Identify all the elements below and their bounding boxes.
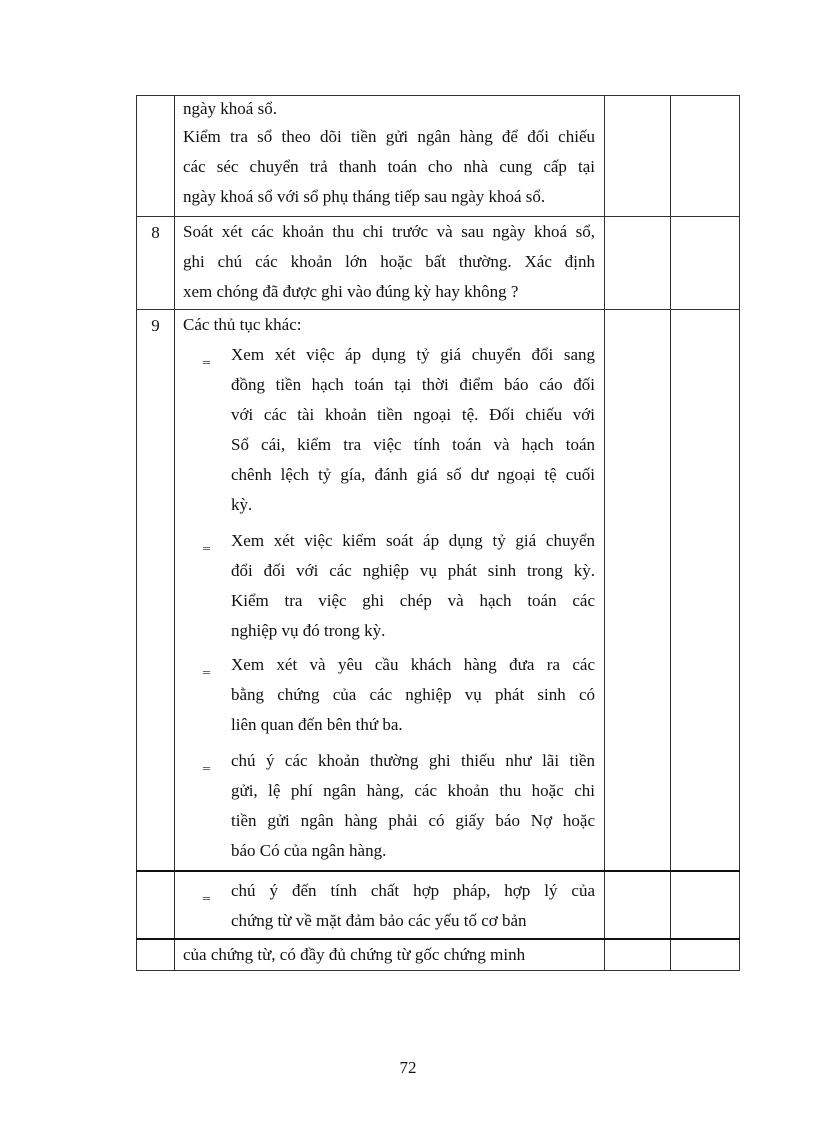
text-line: chứng từ về mặt đảm bảo các yếu tố cơ bản <box>231 911 527 930</box>
table-row <box>137 871 740 939</box>
row-number <box>137 939 175 971</box>
row-number: 8 <box>137 217 175 310</box>
dash-icon: ‗ <box>203 349 210 364</box>
text-line: ngày khoá sổ. <box>183 99 277 118</box>
procedure-table <box>136 95 740 971</box>
row-heading: Các thủ tục khác: <box>183 315 302 334</box>
dash-icon: ‗ <box>203 659 210 674</box>
dash-icon: ‗ <box>203 885 210 900</box>
text-line: Xem xét việc áp dụng tỷ giá chuyển đổi sang <box>231 345 595 364</box>
check-cell <box>605 217 671 310</box>
text-line: kỳ. <box>231 495 253 514</box>
text-line: liên quan đến bên thứ ba. <box>231 715 403 734</box>
text-line: của chứng từ, có đầy đủ chứng từ gốc chứng minh <box>183 945 526 964</box>
dash-icon: ‗ <box>203 535 210 550</box>
note-cell <box>671 310 740 872</box>
text-line: Kiểm tra sổ theo dõi tiền gửi ngân hàng để đối chiếu <box>183 127 595 146</box>
bullet-item <box>183 340 595 520</box>
text-line: Xem xét việc kiểm soát áp dụng tỷ giá chuyển <box>231 531 595 550</box>
text-line: nghiệp vụ đó trong kỳ. <box>231 621 386 640</box>
text-line: chênh lệch tỷ gía, đánh giá số dư ngoại tệ cuối <box>231 465 595 484</box>
row-number <box>137 96 175 217</box>
check-cell <box>605 871 671 939</box>
text-line: báo Có của ngân hàng. <box>231 841 387 860</box>
row-content <box>175 871 605 939</box>
bullet-item <box>183 876 595 936</box>
text-line: xem chóng đã được ghi vào đúng kỳ hay không ? <box>183 282 519 301</box>
text-line: chú ý các khoản thường ghi thiếu như lãi tiền <box>231 751 595 770</box>
text-line: ghi chú các khoản lớn hoặc bất thường. Xác định <box>183 252 595 271</box>
check-cell <box>605 310 671 872</box>
table-row <box>137 939 740 971</box>
text-line: ngày khoá sổ với sổ phụ tháng tiếp sau ngày khoá sổ. <box>183 187 546 206</box>
text-line: đồng tiền hạch toán tại thời điểm báo cáo đối <box>231 375 595 394</box>
note-cell <box>671 871 740 939</box>
text-line: gửi, lệ phí ngân hàng, các khoản thu hoặc chi <box>231 781 595 800</box>
table-row <box>137 96 740 217</box>
dash-icon: ‗ <box>203 755 210 770</box>
note-cell <box>671 96 740 217</box>
text-line: đổi đối với các nghiệp vụ phát sinh trong kỳ. <box>231 561 595 580</box>
text-line: Xem xét và yêu cầu khách hàng đưa ra các <box>231 655 595 674</box>
note-cell <box>671 217 740 310</box>
page-number: 72 <box>399 1058 417 1077</box>
text-line: bằng chứng của các nghiệp vụ phát sinh có <box>231 685 595 704</box>
text-line: với các tài khoản tiền ngoại tệ. Đối chiếu với <box>231 405 595 424</box>
bullet-item <box>183 526 595 646</box>
row-content <box>175 96 605 217</box>
text-line: các séc chuyển trả thanh toán cho nhà cung cấp tại <box>183 157 595 176</box>
row-number <box>137 871 175 939</box>
bullet-item <box>183 746 595 866</box>
text-line: Sổ cái, kiểm tra việc tính toán và hạch toán <box>231 435 595 454</box>
row-content <box>175 939 605 971</box>
table-row <box>137 310 740 872</box>
row-content <box>175 310 605 872</box>
table-row <box>137 217 740 310</box>
check-cell <box>605 939 671 971</box>
check-cell <box>605 96 671 217</box>
row-content <box>175 217 605 310</box>
text-line: Soát xét các khoản thu chi trước và sau ngày khoá sổ, <box>183 222 595 241</box>
text-line: Kiểm tra việc ghi chép và hạch toán các <box>231 591 595 610</box>
bullet-item <box>183 650 595 740</box>
row-number: 9 <box>137 310 175 872</box>
text-line: chú ý đến tính chất hợp pháp, hợp lý của <box>231 881 595 900</box>
text-line: tiền gửi ngân hàng phải có giấy báo Nợ hoặc <box>231 811 595 830</box>
note-cell <box>671 939 740 971</box>
